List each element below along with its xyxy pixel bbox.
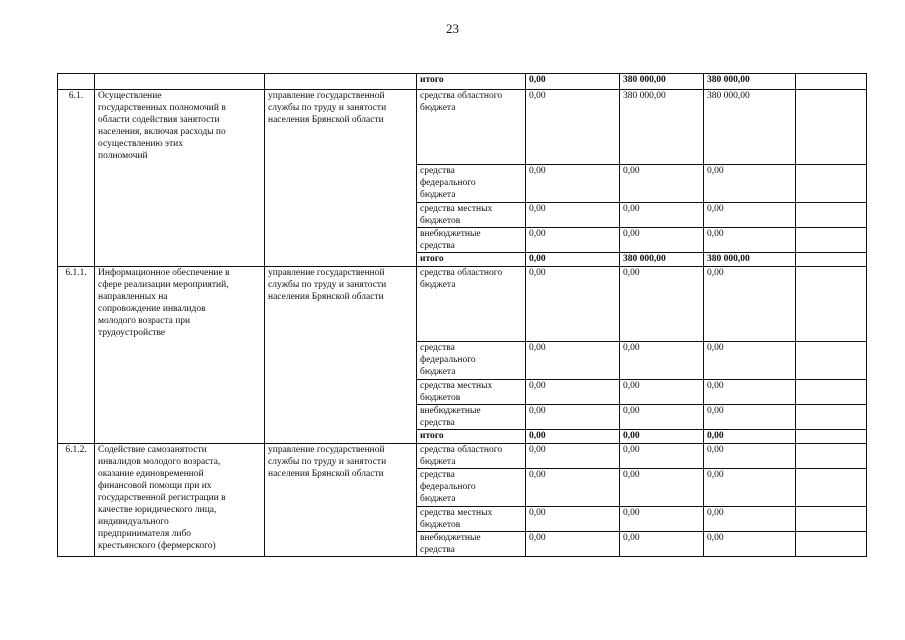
- value-cell: [796, 253, 867, 267]
- value-cell: 380 000,00: [704, 253, 796, 267]
- value-cell: 0,00: [704, 444, 796, 469]
- executor-cell: управление государственной службы по труду и занятости населения Брянской области: [265, 267, 417, 444]
- value-cell: [796, 469, 867, 507]
- value-cell: [796, 342, 867, 380]
- value-cell: 0,00: [620, 228, 704, 253]
- value-cell: 0,00: [704, 430, 796, 444]
- value-cell: 0,00: [526, 90, 620, 165]
- table-row: [58, 74, 867, 90]
- value-cell: 0,00: [526, 165, 620, 203]
- value-cell: 0,00: [620, 430, 704, 444]
- value-cell: 380 000,00: [704, 74, 796, 90]
- value-cell: [796, 532, 867, 557]
- value-cell: 0,00: [526, 405, 620, 430]
- value-cell: 0,00: [620, 532, 704, 557]
- value-cell: 0,00: [704, 228, 796, 253]
- value-cell: 0,00: [704, 405, 796, 430]
- value-cell: 0,00: [526, 267, 620, 342]
- value-cell: 0,00: [620, 165, 704, 203]
- value-cell: 0,00: [620, 380, 704, 405]
- value-cell: [796, 165, 867, 203]
- value-cell: [796, 74, 867, 90]
- value-cell: 0,00: [704, 469, 796, 507]
- page-number: 23: [446, 21, 459, 36]
- row-number-cell: [58, 74, 95, 90]
- funding-source-cell: средства областного бюджета: [417, 90, 526, 165]
- funding-source-cell: внебюджетные средства: [417, 532, 526, 557]
- executor-cell: управление государственной службы по труду и занятости населения Брянской области: [265, 444, 417, 557]
- value-cell: 0,00: [526, 444, 620, 469]
- funding-source-cell: средства федерального бюджета: [417, 342, 526, 380]
- value-cell: [796, 430, 867, 444]
- value-cell: 0,00: [704, 267, 796, 342]
- value-cell: [796, 90, 867, 165]
- value-cell: 0,00: [620, 342, 704, 380]
- value-cell: 0,00: [704, 165, 796, 203]
- funding-source-cell: средства федерального бюджета: [417, 469, 526, 507]
- row-number-cell: 6.1.2.: [58, 444, 95, 557]
- funding-source-cell: итого: [417, 430, 526, 444]
- row-number-cell: 6.1.: [58, 90, 95, 267]
- value-cell: 0,00: [526, 469, 620, 507]
- activity-name-cell: [95, 74, 265, 90]
- executor-cell: [265, 74, 417, 90]
- funding-source-cell: средства местных бюджетов: [417, 380, 526, 405]
- funding-source-cell: внебюджетные средства: [417, 405, 526, 430]
- value-cell: 0,00: [620, 469, 704, 507]
- value-cell: 380 000,00: [620, 90, 704, 165]
- value-cell: 0,00: [620, 405, 704, 430]
- funding-source-cell: средства областного бюджета: [417, 444, 526, 469]
- value-cell: 380 000,00: [704, 90, 796, 165]
- value-cell: 380 000,00: [620, 253, 704, 267]
- funding-source-cell: средства федерального бюджета: [417, 165, 526, 203]
- budget-table: [57, 73, 867, 557]
- value-cell: [796, 405, 867, 430]
- value-cell: [796, 203, 867, 228]
- value-cell: [796, 507, 867, 532]
- value-cell: [796, 380, 867, 405]
- table-row: [58, 444, 867, 469]
- executor-cell: управление государственной службы по труду и занятости населения Брянской области: [265, 90, 417, 267]
- funding-source-cell: итого: [417, 74, 526, 90]
- value-cell: 0,00: [620, 267, 704, 342]
- activity-name-cell: Осуществление государственных полномочий в области содействия занятости населения, включая расходы по осуществлению этих полномочий: [95, 90, 265, 267]
- activity-name-cell: Информационное обеспечение в сфере реализации мероприятий, направленных на сопровождение инвалидов молодого возраста при трудоустройстве: [95, 267, 265, 444]
- funding-source-cell: внебюджетные средства: [417, 228, 526, 253]
- value-cell: 0,00: [620, 507, 704, 532]
- row-number-cell: 6.1.1.: [58, 267, 95, 444]
- value-cell: 0,00: [704, 380, 796, 405]
- value-cell: 0,00: [526, 342, 620, 380]
- value-cell: 0,00: [526, 430, 620, 444]
- value-cell: 0,00: [704, 507, 796, 532]
- value-cell: [796, 444, 867, 469]
- value-cell: 0,00: [526, 380, 620, 405]
- value-cell: [796, 267, 867, 342]
- value-cell: 0,00: [620, 444, 704, 469]
- value-cell: 0,00: [704, 342, 796, 380]
- table-row: [58, 90, 867, 165]
- value-cell: 0,00: [526, 532, 620, 557]
- funding-source-cell: итого: [417, 253, 526, 267]
- value-cell: 0,00: [526, 203, 620, 228]
- value-cell: 0,00: [526, 228, 620, 253]
- activity-name-cell: Содействие самозанятости инвалидов молодого возраста, оказание единовременной финансовой помощи при их государственной регистрации в качестве юридического лица, индивидуального предпринимателя либо крестьянского (фермерского): [95, 444, 265, 557]
- funding-source-cell: средства местных бюджетов: [417, 507, 526, 532]
- value-cell: 0,00: [526, 253, 620, 267]
- value-cell: 0,00: [704, 203, 796, 228]
- value-cell: 0,00: [704, 532, 796, 557]
- funding-source-cell: средства областного бюджета: [417, 267, 526, 342]
- funding-source-cell: средства местных бюджетов: [417, 203, 526, 228]
- value-cell: 0,00: [526, 507, 620, 532]
- value-cell: [796, 228, 867, 253]
- value-cell: 0,00: [620, 203, 704, 228]
- value-cell: 0,00: [526, 74, 620, 90]
- table-row: [58, 267, 867, 342]
- value-cell: 380 000,00: [620, 74, 704, 90]
